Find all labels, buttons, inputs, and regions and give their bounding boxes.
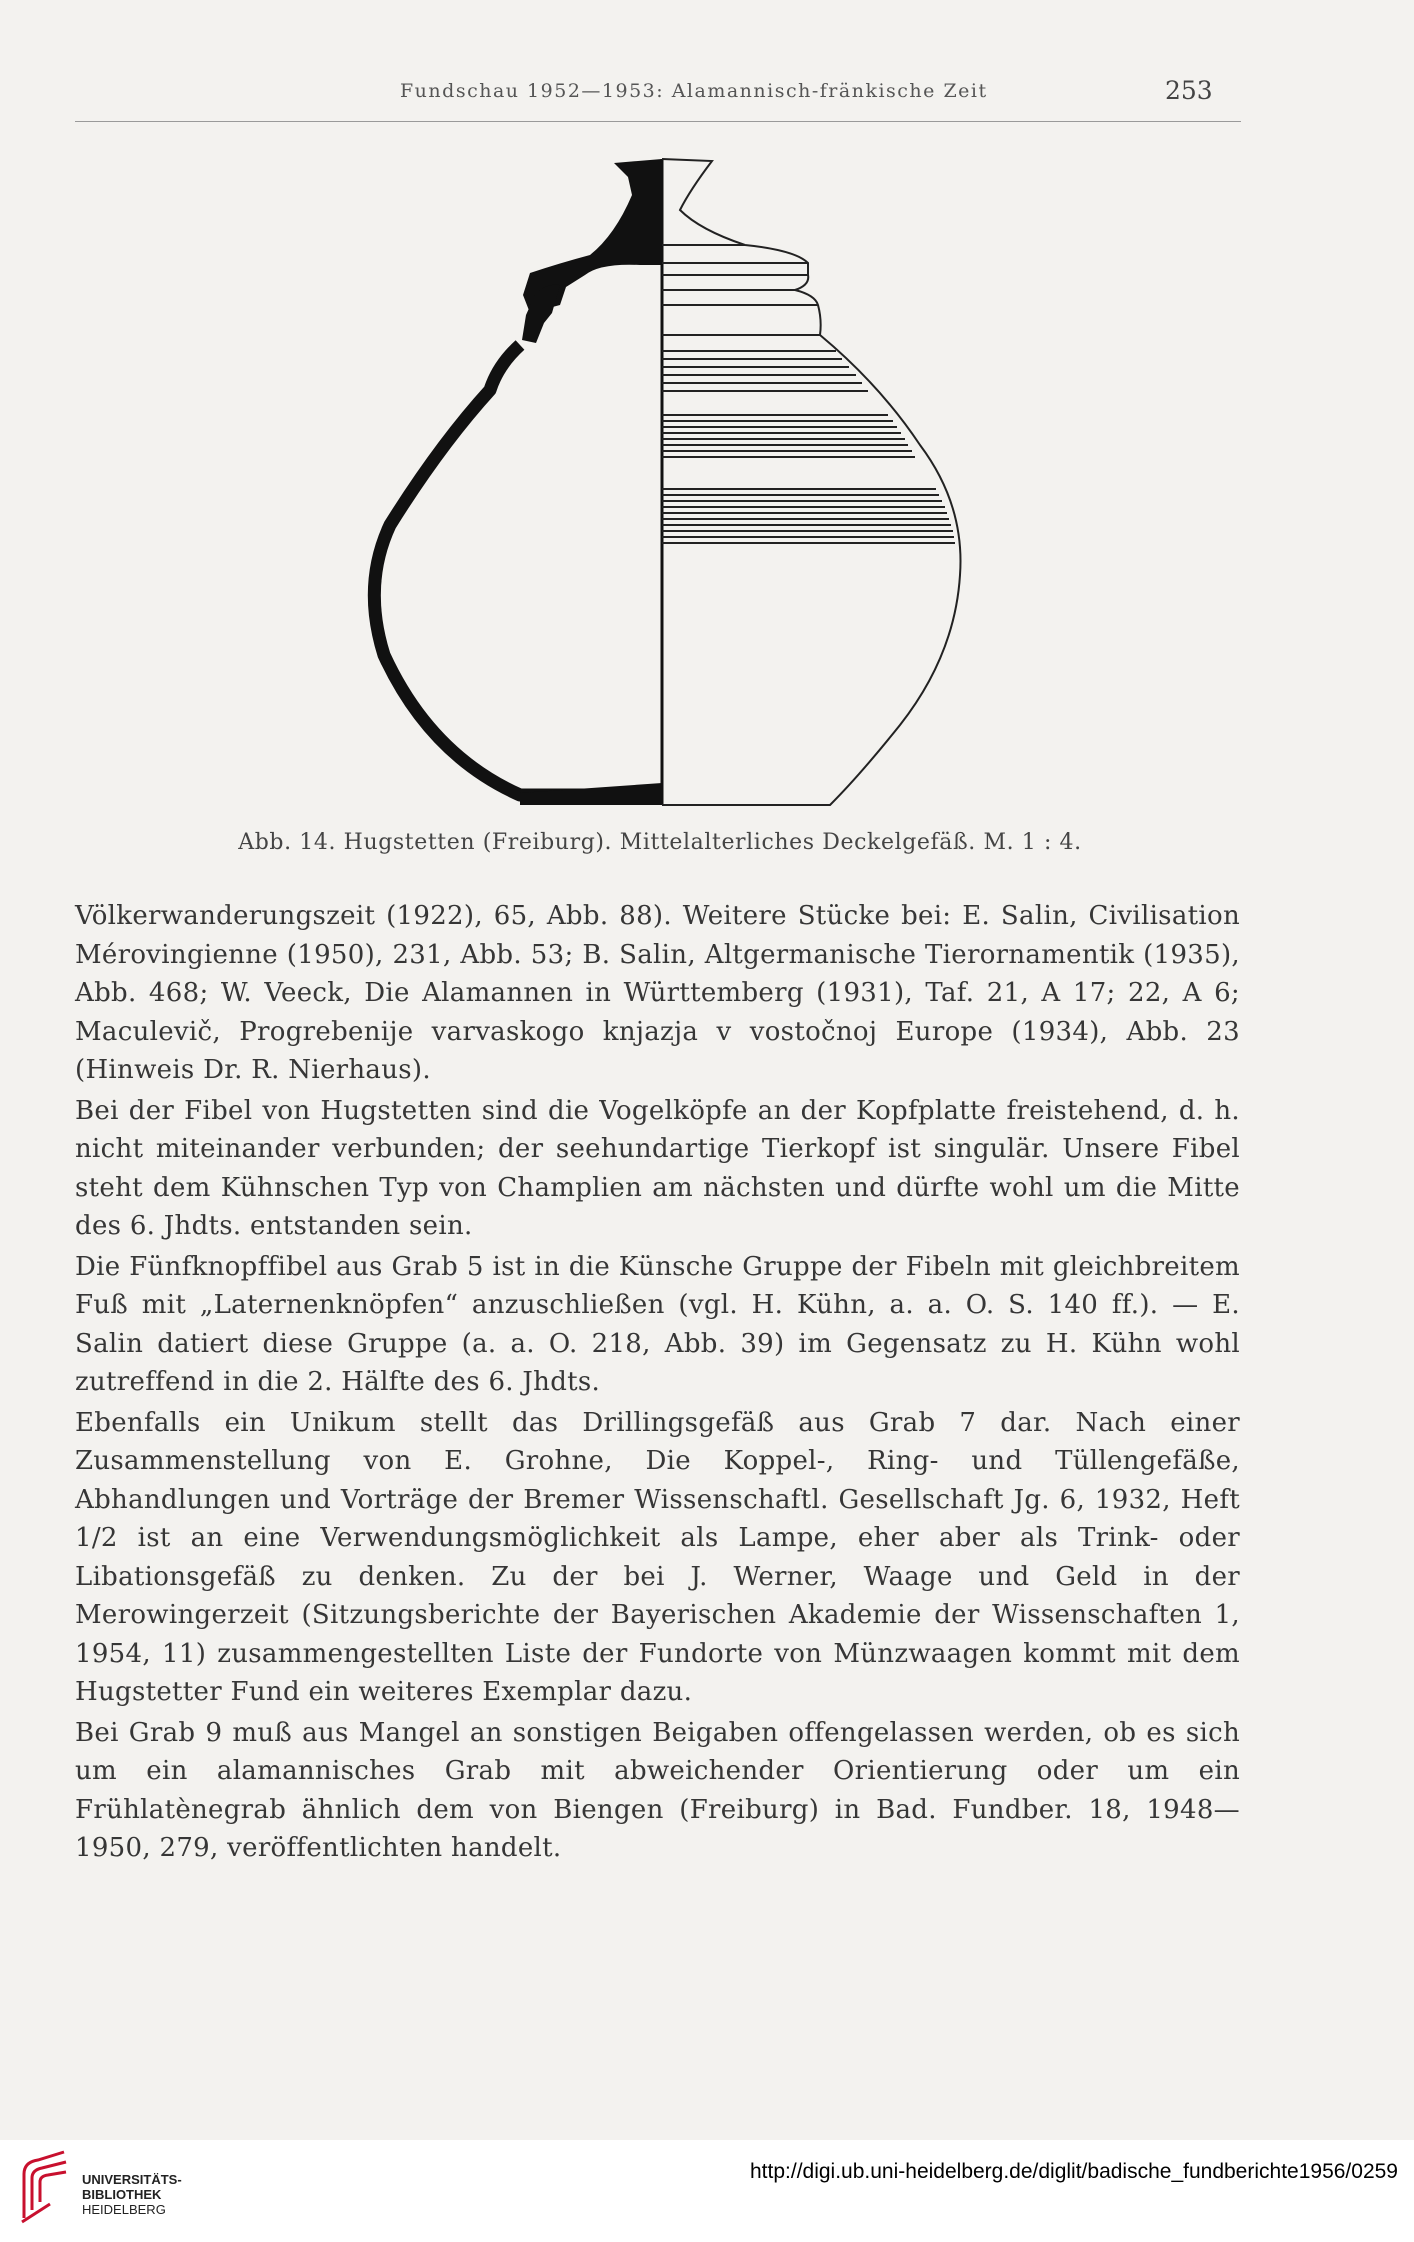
page-number: 253 bbox=[1165, 76, 1213, 105]
library-name bbox=[82, 2172, 182, 2217]
source-url-link[interactable]: http://digi.ub.uni-heidelberg.de/diglit/badische_fundberichte1956/0259 bbox=[750, 2160, 1398, 2183]
vessel-base-section bbox=[520, 783, 662, 805]
library-name-line: HEIDELBERG bbox=[82, 2202, 166, 2217]
library-name-line: UNIVERSITÄTS- bbox=[82, 2172, 182, 2187]
body-text bbox=[75, 897, 1240, 1870]
vessel-drawing-figure bbox=[0, 155, 1414, 815]
paragraph: Bei Grab 9 muß aus Mangel an sonstigen Beigaben offengelassen werden, ob es sich um ein alamannisches Grab mit abweichender Orientierung oder um ein Frühlatènegrab ähnlich dem von Biengen (Freiburg) in Bad. Fundber. 18, 1948—1950, 279, veröffentlichten handelt. bbox=[75, 1717, 1240, 1863]
running-head bbox=[0, 76, 1414, 116]
paragraph: Völkerwanderungszeit (1922), 65, Abb. 88). Weitere Stücke bei: E. Salin, Civilisation Mérovingienne (1950), 231, Abb. 53; B. Salin, Altgermanische Tierornamentik (1935), Abb. 468; W. Veeck, Die Alamannen in Württemberg (1931), Taf. 21, A 17; 22, A 6; Maculevič, Progrebenije varvaskogo knjazja v vostočnoj Europe (1934), Abb. 23 (Hinweis Dr. R. Nierhaus). bbox=[75, 901, 1240, 1085]
vessel-wall-section bbox=[374, 345, 662, 795]
paragraph: Die Fünfknopffibel aus Grab 5 ist in die Künsche Gruppe der Fibeln mit gleichbreitem Fuß mit „Laternenknöpfen“ anzuschließen (vgl. H. Kühn, a. a. O. S. 140 ff.). — E. Salin datiert diese Gruppe (a. a. O. 218, Abb. 39) im Gegensatz zu H. Kühn wohl zutreffend in die 2. Hälfte des 6. Jhdts. bbox=[75, 1251, 1240, 1397]
vessel-section-profile bbox=[522, 159, 662, 343]
vessel-profile-drawing bbox=[0, 155, 1414, 815]
paragraph: Ebenfalls ein Unikum stellt das Drillingsgefäß aus Grab 7 dar. Nach einer Zusammenstellung von E. Grohne, Die Koppel-, Ring- und Tüllengefäße, Abhandlungen und Vorträge der Bremer Wissenschaftl. Gesellschaft Jg. 6, 1932, Heft 1/2 ist an eine Verwendungsmöglichkeit als Lampe, eher aber als Trink- oder Libationsgefäß zu denken. Zu der bei J. Werner, Waage und Geld in der Merowingerzeit (Sitzungsberichte der Bayerischen Akademie der Wissenschaften 1, 1954, 11) zusammengestellten Liste der Fundorte von Münzwaagen kommt mit dem Hugstetter Fund ein weiteres Exemplar dazu. bbox=[75, 1407, 1240, 1707]
library-logo-icon bbox=[16, 2146, 74, 2230]
running-title: Fundschau 1952—1953: Alamannisch-fränkische Zeit bbox=[400, 80, 988, 102]
vessel-exterior-view bbox=[662, 159, 961, 805]
library-name-line: BIBLIOTHEK bbox=[82, 2187, 162, 2202]
header-rule bbox=[75, 121, 1241, 122]
figure-caption: Abb. 14. Hugstetten (Freiburg). Mittelalterliches Deckelgefäß. M. 1 : 4. bbox=[238, 830, 1082, 855]
paragraph: Bei der Fibel von Hugstetten sind die Vogelköpfe an der Kopfplatte freistehend, d. h. nicht miteinander verbunden; der seehundartige Tierkopf ist singulär. Unsere Fibel steht dem Kühnschen Typ von Champlien am nächsten und dürfte wohl um die Mitte des 6. Jhdts. entstanden sein. bbox=[75, 1095, 1240, 1241]
library-footer bbox=[0, 2140, 1414, 2242]
